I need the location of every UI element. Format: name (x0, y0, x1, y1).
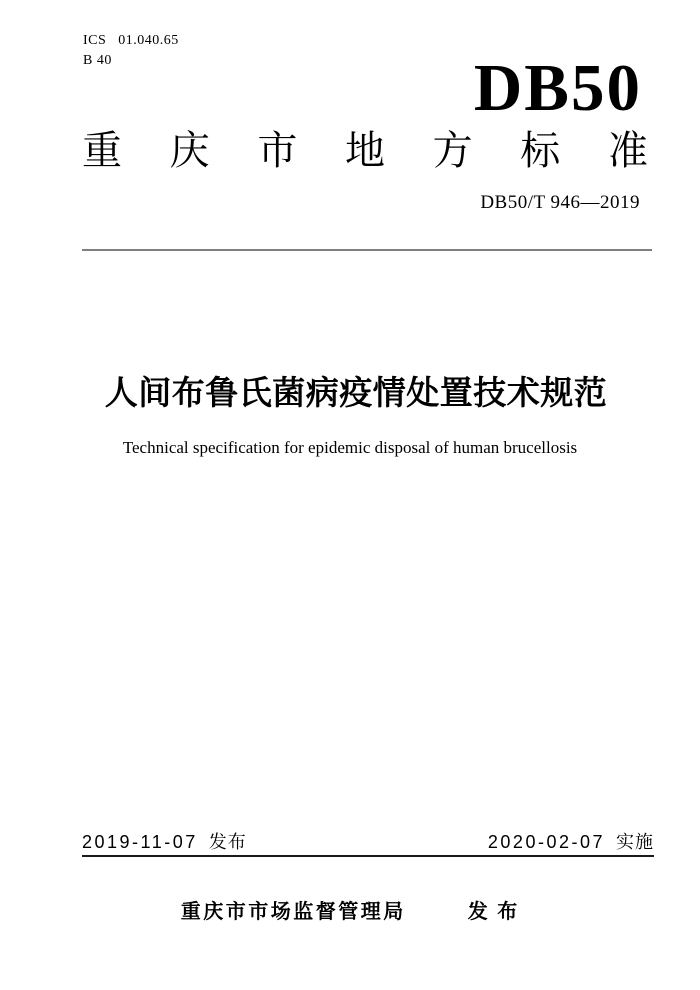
standard-name-heading (82, 131, 648, 171)
document-title-english: Technical specification for epidemic disposal of human brucellosis (122, 438, 578, 457)
issue-date: 2019-11-07 (82, 832, 198, 852)
publish-label: 发 布 (467, 901, 520, 923)
standard-name-char: 重 (82, 129, 122, 173)
implement-date-label: 实施 (616, 832, 654, 852)
standard-name-char: 方 (432, 129, 473, 173)
document-class-code: B 40 (83, 53, 112, 68)
standard-name-char: 地 (344, 129, 385, 173)
issue-date-label: 发布 (208, 832, 247, 852)
db50-logo: DB50 (473, 51, 642, 125)
standard-name-char: 标 (520, 129, 561, 173)
publisher-row (0, 901, 700, 923)
standard-name-char: 准 (607, 129, 648, 173)
dates-row (82, 833, 654, 853)
standard-number: DB50/T 946—2019 (480, 192, 640, 213)
footer-divider-line (82, 855, 654, 857)
implement-date-group (488, 833, 654, 853)
issuing-authority: 重庆市市场监督管理局 (180, 901, 406, 923)
issue-date-group (82, 833, 247, 853)
standard-name-char: 庆 (169, 129, 210, 173)
header-divider-line (82, 249, 652, 251)
ics-code: ICS 01.040.65 (83, 33, 179, 48)
ics-classification-block (83, 31, 179, 71)
implement-date: 2020-02-07 (487, 832, 605, 852)
standard-name-char: 市 (257, 129, 298, 173)
document-title-chinese: 人间布鲁氏菌病疫情处置技术规范 (104, 374, 608, 411)
